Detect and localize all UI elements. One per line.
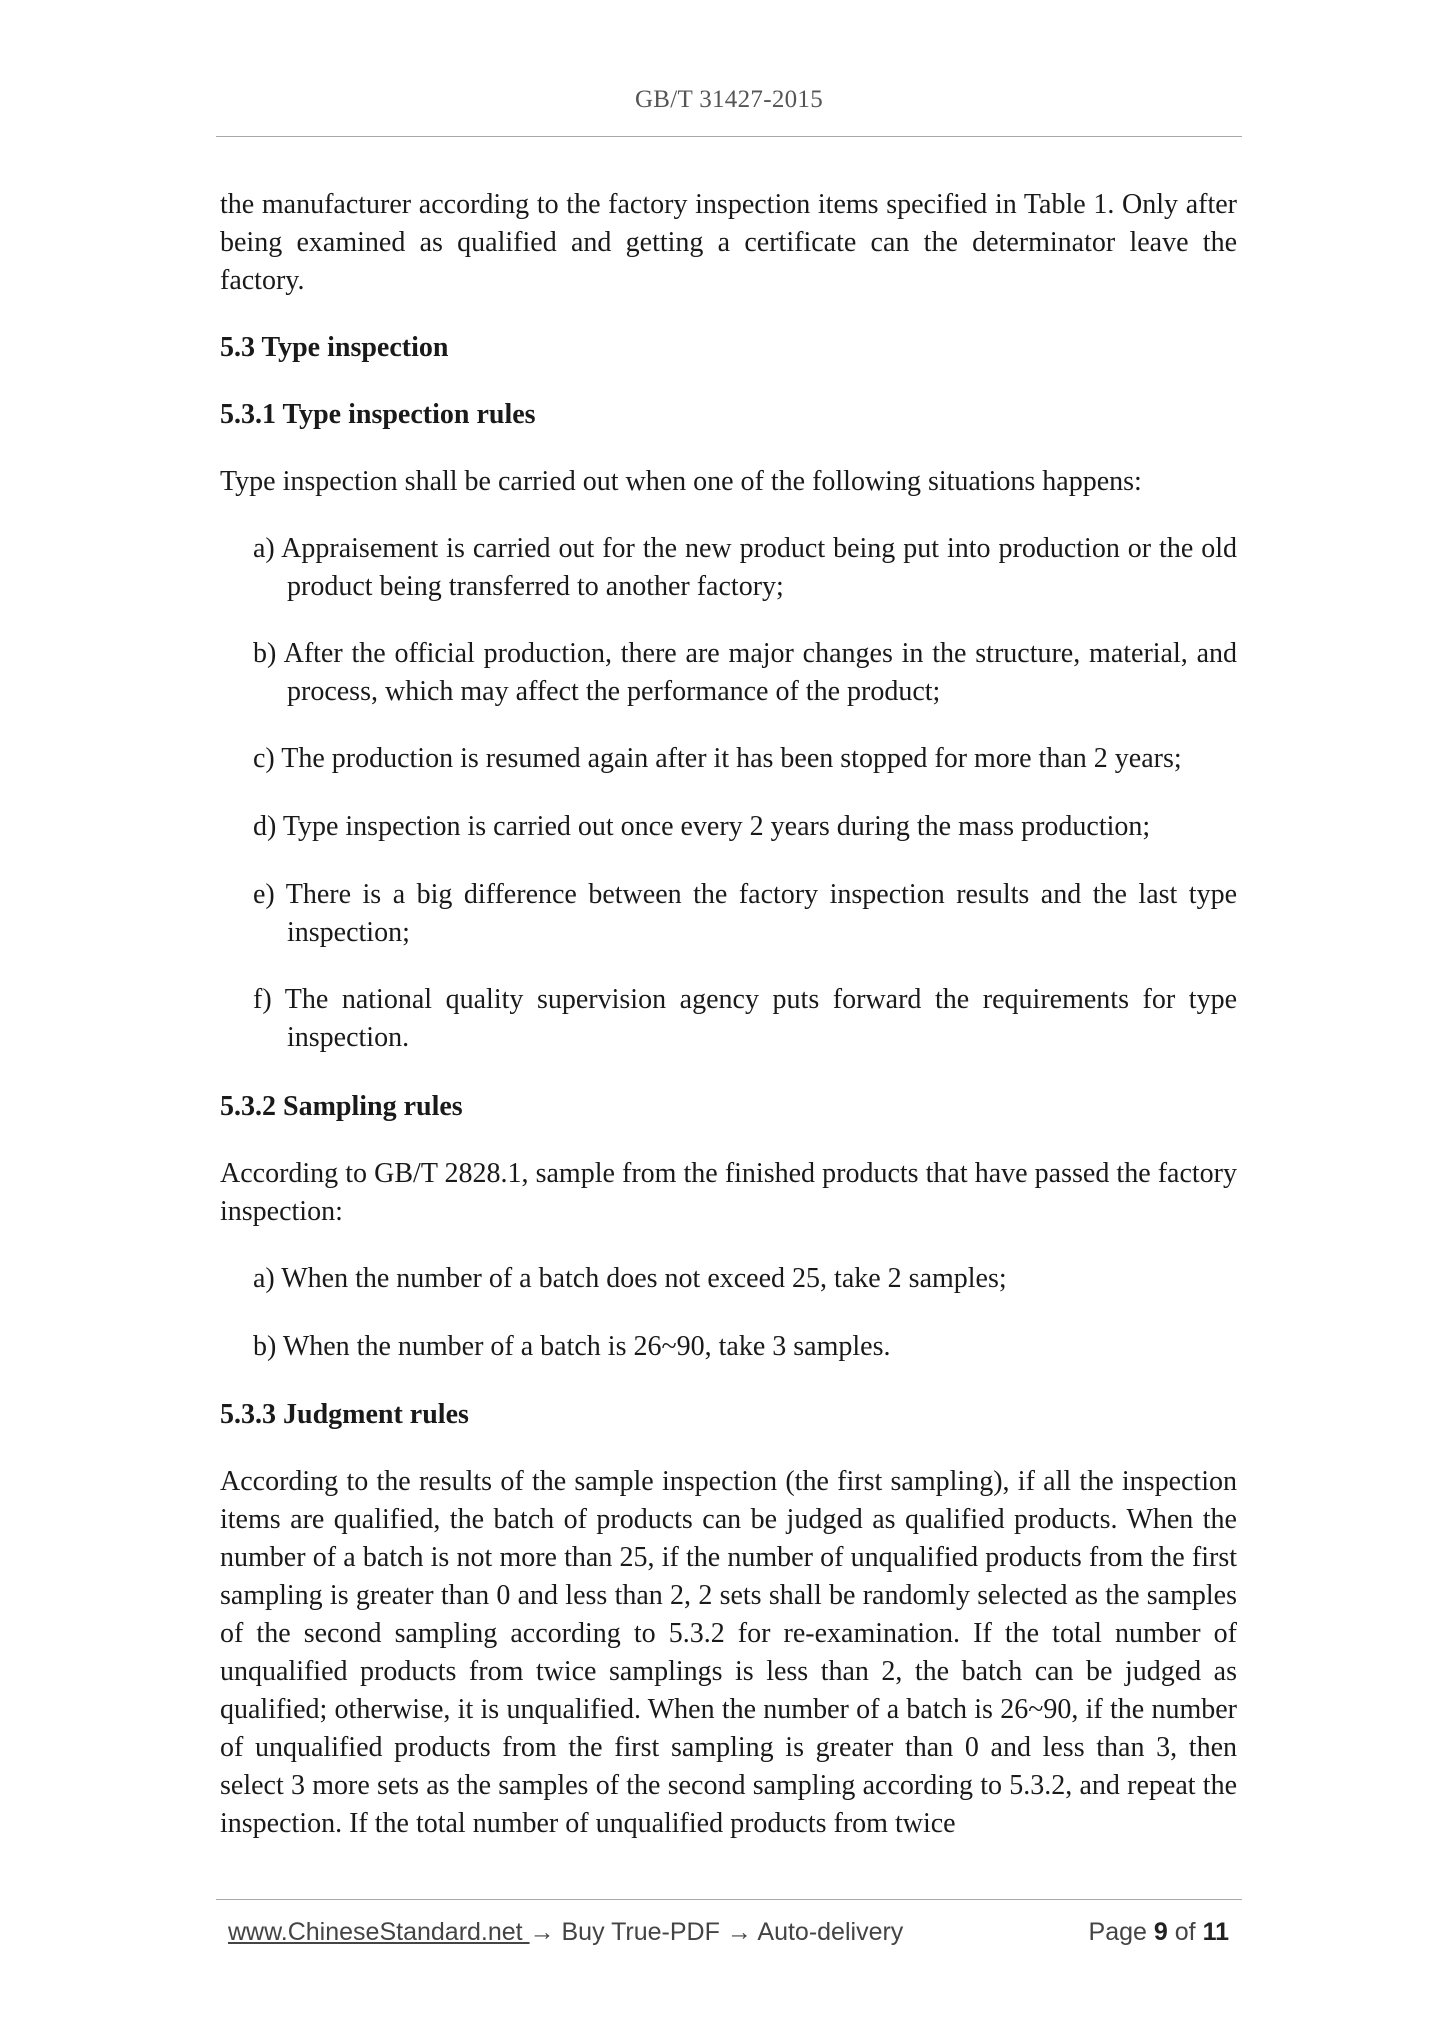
section-5-3-2-intro: According to GB/T 2828.1, sample from the finished products that have passed the factory inspection: [220, 1158, 1237, 1227]
buy-text: → Buy True-PDF → Auto-delivery [529, 1918, 904, 1946]
list-item: e) There is a big difference between the factory inspection results and the last type inspection; [253, 879, 1237, 948]
list-item: c) The production is resumed again after it has been stopped for more than 2 years; [253, 743, 1182, 774]
section-5-3-3-heading: 5.3.3 Judgment rules [220, 1399, 469, 1430]
list-item: d) Type inspection is carried out once every 2 years during the mass production; [253, 811, 1151, 842]
document-header-code: GB/T 31427-2015 [634, 86, 824, 113]
section-5-3-1-heading: 5.3.1 Type inspection rules [220, 399, 536, 430]
page-total: 11 [1202, 1918, 1229, 1946]
list-item: f) The national quality supervision agency puts forward the requirements for type inspection. [253, 984, 1237, 1053]
list-item: b) When the number of a batch is 26~90, take 3 samples. [253, 1331, 891, 1362]
intro-paragraph: the manufacturer according to the factory inspection items specified in Table 1. Only after being examined as qualified and getting a certificate can the determinator leave the factory. [220, 189, 1237, 296]
page-label: Page [1088, 1918, 1147, 1946]
section-5-3-2-heading: 5.3.2 Sampling rules [220, 1091, 463, 1122]
list-item: b) After the official production, there are major changes in the structure, material, and process, which may affect the performance of the product; [253, 638, 1237, 707]
footer-divider [216, 1899, 1242, 1900]
of-label: of [1174, 1918, 1196, 1946]
header-divider [216, 136, 1242, 137]
section-5-3-1-intro: Type inspection shall be carried out when one of the following situations happens: [220, 466, 1142, 497]
footer-promo [228, 1918, 903, 1947]
website-link[interactable]: www.ChineseStandard.net [228, 1918, 530, 1946]
section-5-3-heading: 5.3 Type inspection [220, 332, 449, 363]
list-item: a) When the number of a batch does not exceed 25, take 2 samples; [253, 1263, 1007, 1294]
section-5-3-3-text: According to the results of the sample inspection (the first sampling), if all the inspection items are qualified, the batch of products can be judged as qualified products. When the number of a batch is not more than 25, if the number of unqualified products from the first sampling is greater than 0 and less than 2, 2 sets shall be randomly selected as the samples of the second sampling according to 5.3.2 for re-examination. If the total number of unqualified products from twice samplings is less than 2, the batch can be judged as qualified; otherwise, it is unqualified. When the number of a batch is 26~90, if the number of unqualified products from the first sampling is greater than 0 and less than 3, then select 3 more sets as the samples of the second sampling according to 5.3.2, and repeat the inspection. If the total number of unqualified products from twice [220, 1466, 1237, 1839]
page-indicator [1089, 1918, 1229, 1947]
page-number: 9 [1153, 1918, 1168, 1946]
list-item: a) Appraisement is carried out for the new product being put into production or the old product being transferred to another factory; [253, 533, 1237, 602]
